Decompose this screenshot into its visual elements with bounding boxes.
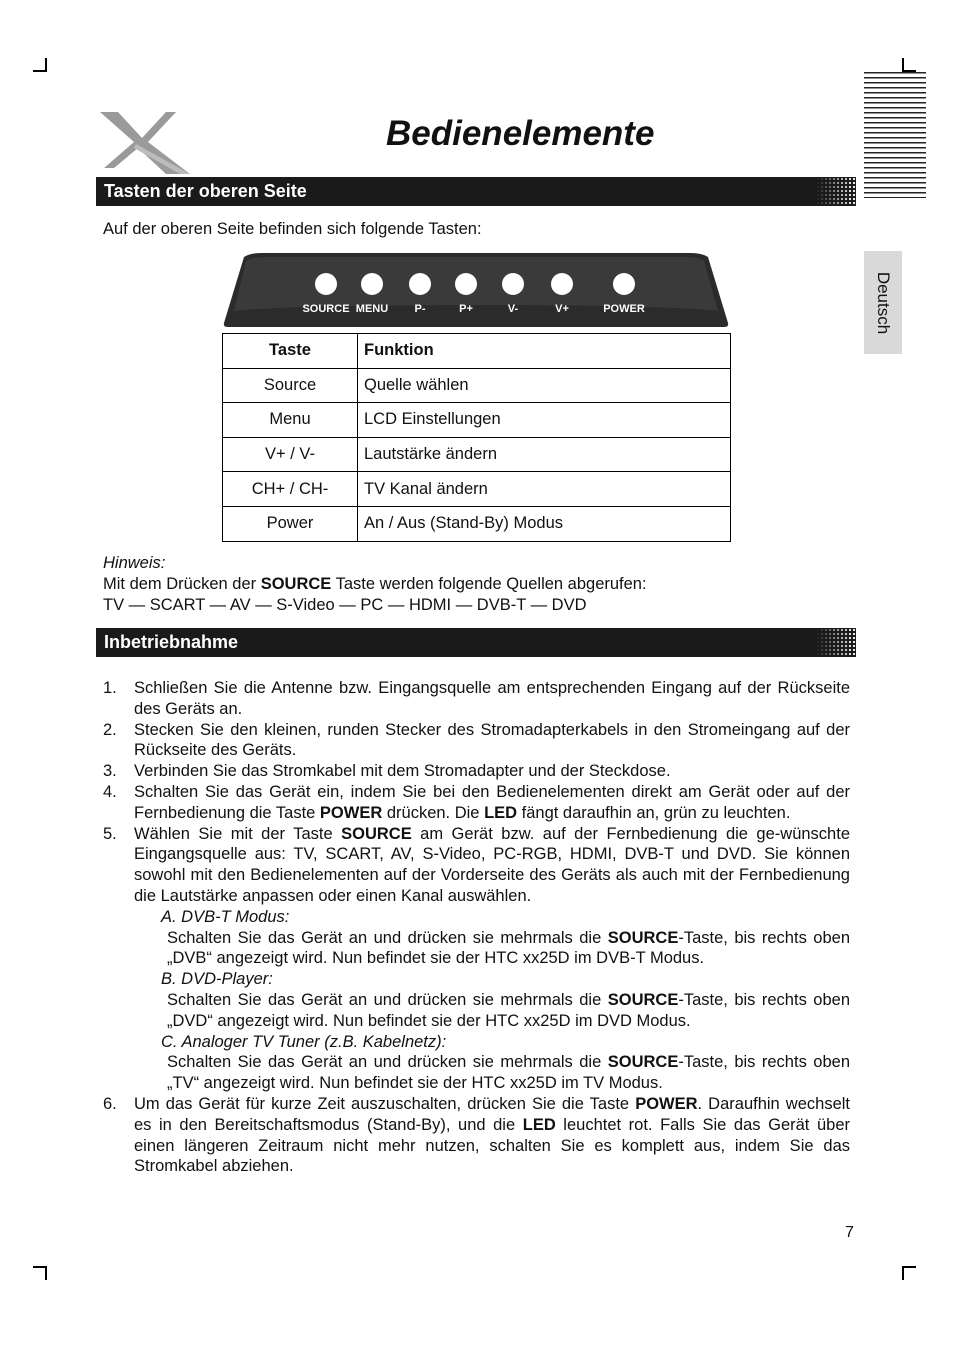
- list-item-text: Schalten Sie das Gerät ein, indem Sie bei den Bedienelementen direkt am Gerät oder auf der Fernbedienung die Taste: [134, 782, 850, 822]
- language-tab: [864, 251, 902, 354]
- note-text: Taste werden folgende Quellen abgerufen:: [331, 575, 647, 593]
- list-item-text: leuchtet rot. Falls Sie das Gerät über einen längeren Zeitraum nicht mehr nutzen, schalten Sie es komplett aus, indem Sie das Stromkabel abziehen.: [134, 1115, 850, 1176]
- table-row: [223, 506, 731, 541]
- table-cell-key: Menu: [223, 403, 358, 438]
- table-cell-key: Source: [223, 368, 358, 403]
- control-panel-illustration: [222, 251, 730, 329]
- table-cell-function: Quelle wählen: [358, 368, 731, 403]
- source-bold: SOURCE: [607, 928, 679, 947]
- note-line-1: [103, 574, 647, 595]
- power-bold: POWER: [635, 1094, 698, 1113]
- page-title: Bedienelemente: [386, 114, 655, 153]
- list-item-text: am Gerät bzw. auf der Fernbedienung die ge-wünschte Eingangsquelle aus: TV, SCART, AV, S-Video, PC-RGB, HDMI, DVB-T und DVD. Sie können sowohl mit den Bedienelementen auf der Vorderseite des Geräts als auch mit der Fernbedienung die Lautstärke anpassen oder einen Kanal auswählen.: [134, 824, 850, 905]
- table-cell-function: LCD Einstellungen: [358, 403, 731, 438]
- section-heading-inbetriebnahme: [96, 628, 856, 657]
- power-bold: POWER: [319, 803, 383, 822]
- sub-item-title: A. DVB-T Modus:: [161, 907, 290, 926]
- panel-label-v-minus: V-: [507, 303, 519, 315]
- panel-button-v-plus: [551, 273, 573, 295]
- sub-item-text: [103, 928, 850, 970]
- section-heading-label: Tasten der oberen Seite: [104, 181, 307, 201]
- list-item: [103, 761, 850, 782]
- sub-item-title: C. Analoger TV Tuner (z.B. Kabelnetz):: [161, 1032, 447, 1051]
- source-bold: SOURCE: [341, 824, 412, 843]
- table-row: [223, 368, 731, 403]
- sub-item-text-pre: Schalten Sie das Gerät an und drücken sie mehrmals die: [167, 990, 608, 1009]
- panel-label-menu: MENU: [355, 303, 389, 315]
- panel-label-p-plus: P+: [459, 303, 473, 315]
- sub-item-text-post: -Taste, bis rechts oben „DVD“ angezeigt wird. Nun befindet sie der HTC xx25D im DVD Modus.: [167, 990, 850, 1030]
- sub-item-title: B. DVD-Player:: [161, 970, 273, 989]
- note-title: Hinweis:: [103, 554, 166, 572]
- heading-dot-fade: [816, 177, 856, 206]
- sub-item-text-post: -Taste, bis rechts oben „TV“ angezeigt wird. Nun befindet sie der HTC xx25D im TV Modus.: [167, 1053, 850, 1093]
- panel-button-p-plus: [455, 273, 477, 295]
- list-item-number: 1.: [103, 679, 117, 697]
- sub-item-dvbt: [103, 907, 850, 969]
- list-item: [103, 824, 850, 1094]
- table-cell-function: Lautstärke ändern: [358, 437, 731, 472]
- sub-item-text: [103, 1052, 850, 1094]
- list-item-body: [134, 824, 850, 907]
- table-row: [223, 403, 731, 438]
- list-item-number: 6.: [103, 1094, 117, 1113]
- list-item-text: Stecken Sie den kleinen, runden Stecker des Stromadapterkabels in den Stromeingang auf der Rückseite des Geräts.: [134, 720, 850, 760]
- table-row: [223, 472, 731, 507]
- intro-text: Auf der oberen Seite befinden sich folgende Tasten:: [103, 220, 482, 238]
- panel-button-menu: [361, 273, 383, 295]
- decorative-stripes: [864, 72, 926, 198]
- section-heading-label: Inbetriebnahme: [104, 632, 239, 652]
- table-cell-function: TV Kanal ändern: [358, 472, 731, 507]
- panel-button-power: [613, 273, 635, 295]
- crop-mark-bottom-left: [33, 1266, 47, 1280]
- list-item-text: Verbinden Sie das Stromkabel mit dem Stromadapter und der Steckdose.: [134, 762, 671, 781]
- list-item-text: fängt daraufhin an, grün zu leuchten.: [517, 803, 791, 822]
- list-item-text: . Daraufhin wechselt es in den Bereitschaftsmodus (Stand-By), und die: [134, 1094, 850, 1134]
- table-header-funktion: Funktion: [358, 334, 731, 369]
- sub-item-text-pre: Schalten Sie das Gerät an und drücken sie mehrmals die: [167, 928, 608, 947]
- panel-label-power: POWER: [603, 303, 645, 315]
- list-item-number: 5.: [103, 824, 117, 843]
- setup-steps-list: [103, 678, 850, 1177]
- table-cell-key: Power: [223, 506, 358, 541]
- sub-item-dvd: [103, 969, 850, 1031]
- table-row: [223, 437, 731, 472]
- list-item-text: Schließen Sie die Antenne bzw. Eingangsquelle am entsprechenden Eingang auf der Rückseite des Geräts an.: [134, 679, 850, 718]
- panel-label-p-minus: P-: [414, 303, 426, 315]
- note-line-2: TV — SCART — AV — S-Video — PC — HDMI — DVB-T — DVD: [103, 596, 587, 614]
- language-tab-label: Deutsch: [874, 271, 893, 334]
- sub-item-text-post: -Taste, bis rechts oben „DVB“ angezeigt wird. Nun befindet sie der HTC xx25D im DVB-T Modus.: [167, 928, 850, 968]
- page-number: 7: [845, 1224, 854, 1241]
- sub-item-text-pre: Schalten Sie das Gerät an und drücken sie mehrmals die: [167, 1053, 608, 1072]
- source-bold: SOURCE: [607, 1053, 679, 1072]
- list-item-text: drücken. Die: [382, 803, 485, 822]
- panel-button-v-minus: [502, 273, 524, 295]
- table-cell-key: CH+ / CH-: [223, 472, 358, 507]
- sub-item-tv: [103, 1032, 850, 1094]
- note-text: Mit dem Drücken der: [103, 575, 261, 593]
- xoro-x-logo: [96, 108, 192, 176]
- crop-mark-bottom-right: [902, 1266, 916, 1280]
- note-source-bold: SOURCE: [260, 575, 332, 593]
- table-header-row: [223, 334, 731, 369]
- panel-button-source: [315, 273, 337, 295]
- source-bold: SOURCE: [607, 990, 679, 1009]
- list-item: [103, 720, 850, 762]
- heading-dot-fade: [816, 628, 856, 657]
- list-item: [103, 1094, 850, 1177]
- list-item-number: 4.: [103, 782, 117, 801]
- note-block: [103, 553, 647, 616]
- panel-label-source: SOURCE: [302, 303, 350, 315]
- panel-button-p-minus: [409, 273, 431, 295]
- list-item-text: Um das Gerät für kurze Zeit auszuschalten, drücken Sie die Taste: [134, 1094, 636, 1113]
- crop-mark-top-left: [33, 58, 47, 72]
- table-cell-key: V+ / V-: [223, 437, 358, 472]
- section-heading-tasten: [96, 177, 856, 206]
- keys-table: [222, 333, 731, 542]
- list-item-number: 3.: [103, 762, 117, 781]
- table-header-taste: Taste: [223, 334, 358, 369]
- sub-item-text: [103, 990, 850, 1032]
- list-item-text: Wählen Sie mit der Taste: [134, 824, 342, 843]
- panel-label-v-plus: V+: [555, 303, 569, 315]
- list-item: [103, 782, 850, 824]
- list-item-number: 2.: [103, 720, 117, 739]
- list-item: [103, 678, 850, 720]
- table-cell-function: An / Aus (Stand-By) Modus: [358, 506, 731, 541]
- crop-mark-top-right: [902, 58, 916, 72]
- led-bold: LED: [522, 1115, 556, 1134]
- led-bold: LED: [484, 803, 518, 822]
